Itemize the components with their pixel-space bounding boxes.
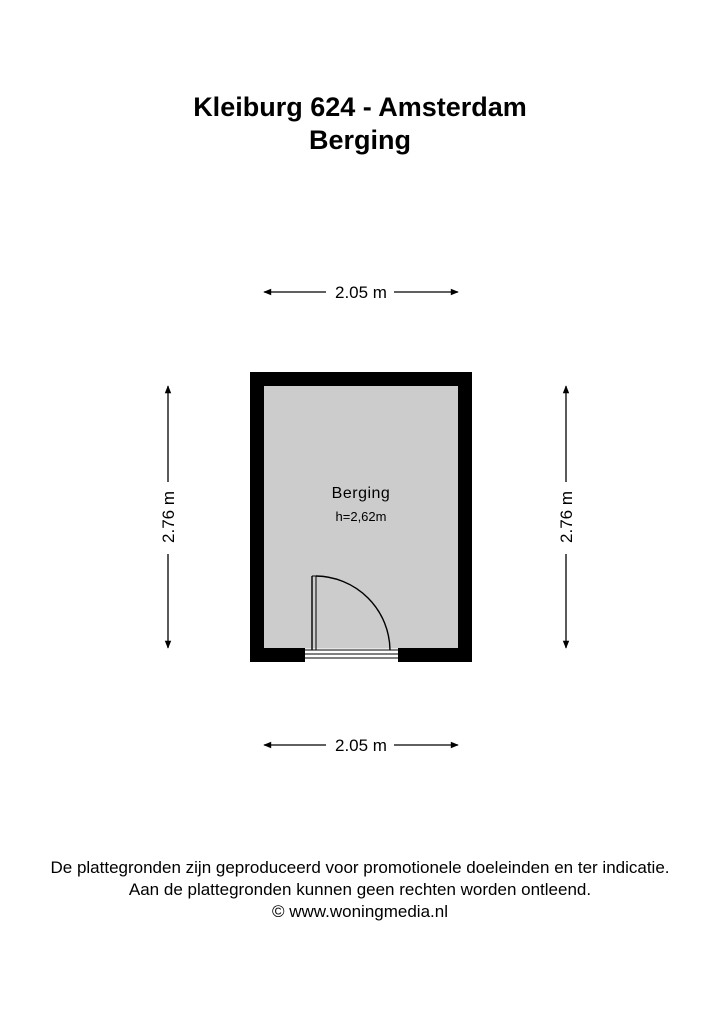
dimension-right-label: 2.76 m [557, 491, 576, 543]
dimension-bottom [264, 736, 458, 755]
room-berging [250, 372, 472, 663]
page-title: Kleiburg 624 - Amsterdam [193, 92, 527, 122]
room-height-label: h=2,62m [335, 509, 387, 524]
door-opening [305, 647, 398, 663]
disclaimer-line-1: De plattegronden zijn geproduceerd voor promotionele doeleinden en ter indicatie. [50, 858, 670, 877]
dimension-left [159, 386, 178, 648]
room-label: Berging [331, 485, 391, 502]
page-subtitle: Berging [308, 125, 411, 155]
dimension-top [264, 283, 458, 302]
dimension-left-label: 2.76 m [159, 491, 178, 543]
dimension-top-label: 2.05 m [335, 283, 387, 302]
disclaimer-line-2: Aan de plattegronden kunnen geen rechten worden ontleend. [128, 880, 592, 899]
dimension-right [557, 386, 576, 648]
copyright-line: © www.woningmedia.nl [272, 902, 448, 921]
dimension-bottom-label: 2.05 m [335, 736, 387, 755]
